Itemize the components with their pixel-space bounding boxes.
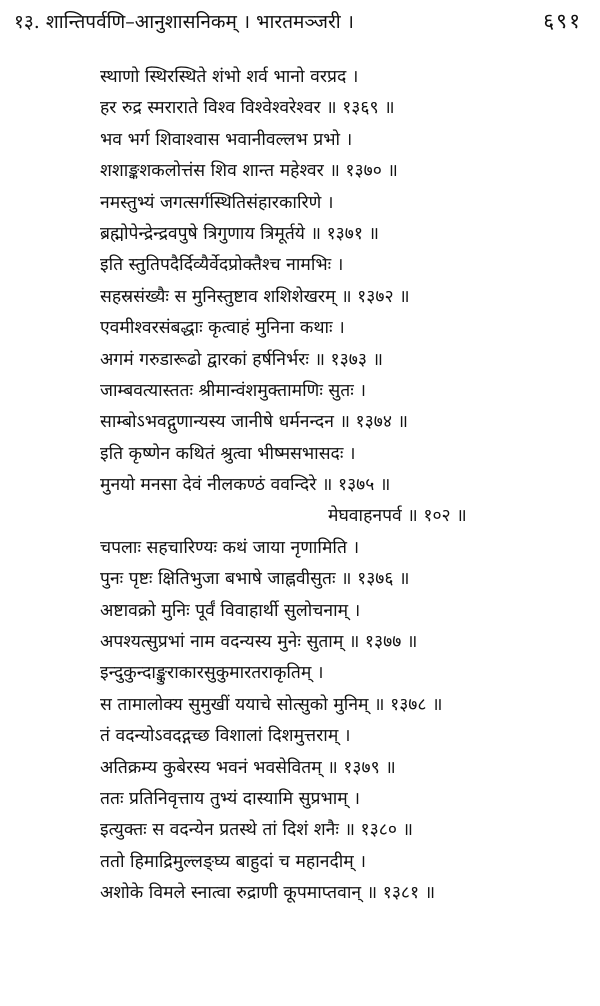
verse-line: शशाङ्कशकलोत्तंस शिव शान्त महेश्वर ॥ १३७० ॥ xyxy=(100,161,398,182)
page-header xyxy=(14,6,582,36)
verse-line: अष्टावक्रो मुनिः पूर्वं विवाहार्थी सुलोचनाम् । xyxy=(100,600,361,621)
verse-line: इति स्तुतिपदैर्दिव्यैर्वेदप्रोक्तैश्च नामभिः । xyxy=(100,255,344,276)
running-title: १३. शान्तिपर्वणि–आनुशासनिकम् । भारतमञ्जरी । xyxy=(14,11,354,33)
verse-line: ततो हिमाद्रिमुल्लङ्घ्य बाहुदां च महानदीम् । xyxy=(100,851,366,872)
verse-line: जाम्बवत्यास्ततः श्रीमान्वंशमुक्तामणिः सुतः । xyxy=(100,380,366,401)
verse-line: ततः प्रतिनिवृत्ताय तुभ्यं दास्यामि सुप्रभाम् । xyxy=(100,788,360,809)
verse-line: नमस्तुभ्यं जगत्सर्गस्थितिसंहारकारिणे । xyxy=(100,192,334,213)
verse-line: साम्बोऽभवद्गुणान्यस्य जानीषे धर्मनन्दन ॥ १३७४ ॥ xyxy=(100,412,408,433)
verse-line: स्थाणो स्थिरस्थिते शंभो शर्व भानो वरप्रद । xyxy=(100,67,359,87)
verse-line: ब्रह्मोपेन्द्रेन्द्रवपुषे त्रिगुणाय त्रिमूर्तये ॥ १३७१ ॥ xyxy=(100,223,380,244)
verse-line: अतिक्रम्य कुबेरस्य भवनं भवसेवितम् ॥ १३७९ ॥ xyxy=(100,757,396,778)
verse-line: स तामालोक्य सुमुखीं ययाचे सोत्सुको मुनिम् ॥ १३७८ ॥ xyxy=(100,694,443,715)
verse-line: भव भर्ग शिवाश्वास भवानीवल्लभ प्रभो । xyxy=(100,129,353,150)
verse-line: अपश्यत्सुप्रभां नाम वदन्यस्य मुनेः सुताम् ॥ १३७७ ॥ xyxy=(100,632,418,653)
verse-line: मुनयो मनसा देवं नीलकण्ठं ववन्दिरे ॥ १३७५ ॥ xyxy=(100,475,391,496)
section-heading: मेघवाहनपर्व ॥ १०२ ॥ xyxy=(328,506,467,527)
verse-line: इत्युक्तः स वदन्येन प्रतस्थे तां दिशं शनैः ॥ १३८० ॥ xyxy=(100,820,413,841)
verse-line: हर रुद्र स्मराराते विश्व विश्वेश्वरेश्वर ॥ १३६९ ॥ xyxy=(100,98,395,119)
verse-line: इति कृष्णेन कथितं श्रुत्वा भीष्मसभासदः । xyxy=(100,443,356,464)
verse-line: अगमं गरुडारूढो द्वारकां हर्षनिर्भरः ॥ १३७३ ॥ xyxy=(100,349,383,370)
verse-line: पुनः पृष्टः क्षितिभुजा बभाषे जाह्नवीसुतः ॥ १३७६ ॥ xyxy=(100,569,410,590)
verse-line: इन्दुकुन्दाङ्कुराकारसुकुमारतराकृतिम् । xyxy=(100,663,324,684)
page-number: ६९१ xyxy=(543,9,582,33)
verse-line: एवमीश्वरसंबद्धाः कृत्वाहं मुनिना कथाः । xyxy=(100,318,345,339)
verse-line: तं वदन्योऽवदद्गच्छ विशालां दिशमुत्तराम् । xyxy=(100,726,351,747)
verse-line: चपलाः सहचारिण्यः कथं जाया नृणामिति । xyxy=(100,537,360,558)
verse-line: अशोके विमले स्नात्वा रुद्राणी कूपमाप्तवान् ॥ १३८१ ॥ xyxy=(100,883,436,904)
verse-line: सहस्रसंख्यैः स मुनिस्तुष्टाव शशिशेखरम् ॥ १३७२ ॥ xyxy=(100,286,410,307)
verse-list xyxy=(100,62,590,910)
